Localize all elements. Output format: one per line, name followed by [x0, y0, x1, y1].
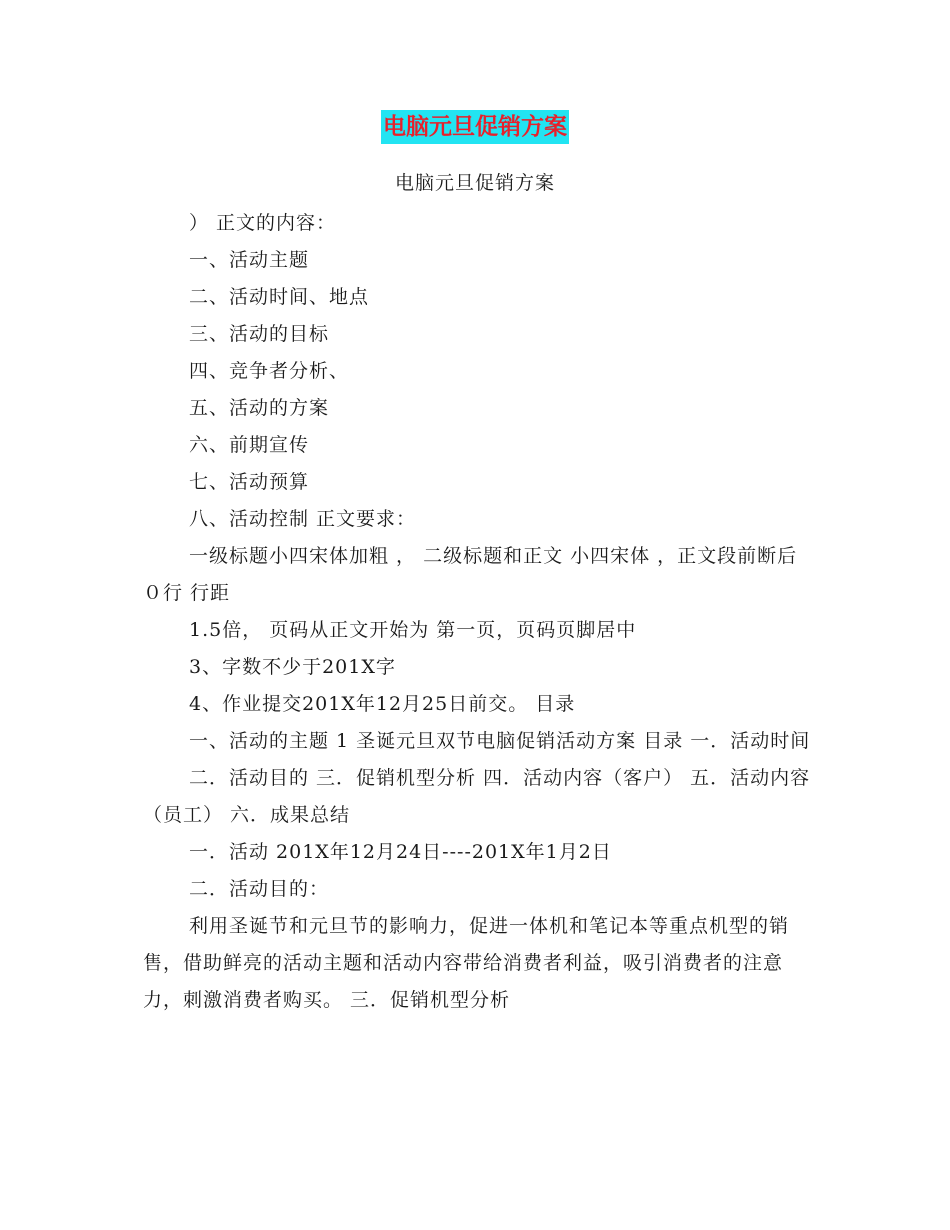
paragraph: 3、字数不少于201X字: [189, 656, 396, 678]
paragraph: 六、前期宣传: [189, 434, 310, 456]
paragraph: 一级标题小四宋体加粗 ， 二级标题和正文 小四宋体 ，正文段前断后０行 行距: [143, 545, 798, 604]
paragraph: 三、活动的目标: [189, 323, 330, 345]
paragraph: ） 正文的内容：: [189, 212, 337, 234]
paragraph: 利用圣诞节和元旦节的影响力，促进一体机和笔记本等重点机型的销售，借助鲜亮的活动主题和活动内容带给消费者利益，吸引消费者的注意力，刺激消费者购买。 三．促销机型分析: [143, 915, 790, 1011]
paragraph: 一、活动主题: [189, 249, 310, 271]
paragraph: 五、活动的方案: [189, 397, 330, 419]
paragraph: 七、活动预算: [189, 471, 310, 493]
paragraph: 二．活动目的 三．促销机型分析 四．活动内容（客户） 五．活动内容（员工） 六．成果总结: [143, 767, 811, 826]
title-container: [0, 110, 950, 144]
paragraph: 一、活动的主题 1 圣诞元旦双节电脑促销活动方案 目录 一．活动时间: [189, 730, 811, 752]
document-title: 电脑元旦促销方案: [381, 110, 569, 144]
paragraph: 四、竞争者分析、: [189, 360, 350, 382]
paragraph: 二、活动时间、地点: [189, 286, 370, 308]
paragraph: 1.5倍， 页码从正文开始为 第一页，页码页脚居中: [189, 619, 637, 641]
paragraph: 一．活动 201X年12月24日----201X年1月2日: [189, 841, 612, 863]
document-subtitle: 电脑元旦促销方案: [394, 172, 555, 194]
paragraph: 二．活动目的：: [189, 878, 330, 900]
paragraph: 4、作业提交201X年12月25日前交。 目录: [189, 693, 576, 715]
paragraph: 八、活动控制 正文要求：: [189, 508, 417, 530]
document-body: [143, 205, 813, 1019]
